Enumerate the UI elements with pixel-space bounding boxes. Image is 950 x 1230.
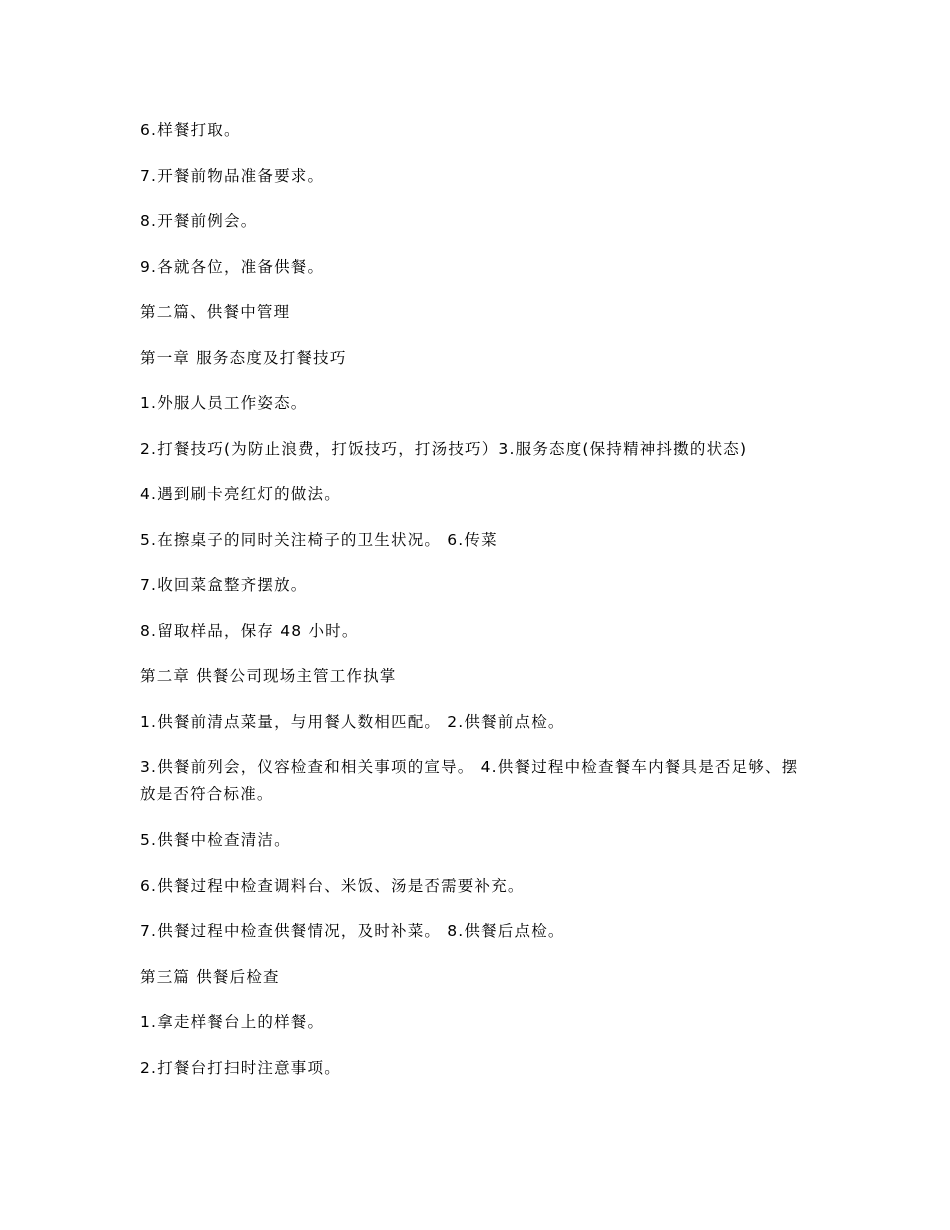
chapter-heading: 第二章 供餐公司现场主管工作执掌 <box>140 667 397 685</box>
list-item: 6.供餐过程中检查调料台、米饭、汤是否需要补充。 <box>140 876 525 895</box>
list-item: 7.开餐前物品准备要求。 <box>140 166 325 185</box>
list-item: 1.供餐前清点菜量，与用餐人数相匹配。 2.供餐前点检。 <box>140 712 565 731</box>
list-item: 6.样餐打取。 <box>140 121 241 139</box>
document-body <box>140 119 815 1102</box>
list-item: 5.供餐中检查清洁。 <box>140 831 291 849</box>
chapter-heading: 第一章 服务态度及打餐技巧 <box>140 348 347 367</box>
list-item: 7.供餐过程中检查供餐情况，及时补菜。 8.供餐后点检。 <box>140 922 565 940</box>
section-heading: 第三篇 供餐后检查 <box>140 967 280 986</box>
list-item: 1.拿走样餐台上的样餐。 <box>140 1013 325 1031</box>
list-item: 8.开餐前例会。 <box>140 212 258 230</box>
list-item: 5.在擦桌子的同时关注椅子的卫生状况。 6.传菜 <box>140 530 498 549</box>
section-heading: 第二篇、供餐中管理 <box>140 303 291 321</box>
list-item: 1.外服人员工作姿态。 <box>140 394 308 412</box>
list-item: 9.各就各位，准备供餐。 <box>140 257 325 276</box>
list-item: 2.打餐台打扫时注意事项。 <box>140 1058 341 1077</box>
list-item: 8.留取样品，保存 48 小时。 <box>140 621 359 640</box>
list-item: 4.遇到刷卡亮红灯的做法。 <box>140 485 341 503</box>
list-item: 2.打餐技巧(为防止浪费，打饭技巧，打汤技巧）3.服务态度(保持精神抖擞的状态) <box>140 439 748 458</box>
list-item: 3.供餐前列会，仪容检查和相关事项的宣导。 4.供餐过程中检查餐车内餐具是否足够、摆放是否符合标准。 <box>140 758 799 803</box>
list-item: 7.收回菜盒整齐摆放。 <box>140 576 308 594</box>
